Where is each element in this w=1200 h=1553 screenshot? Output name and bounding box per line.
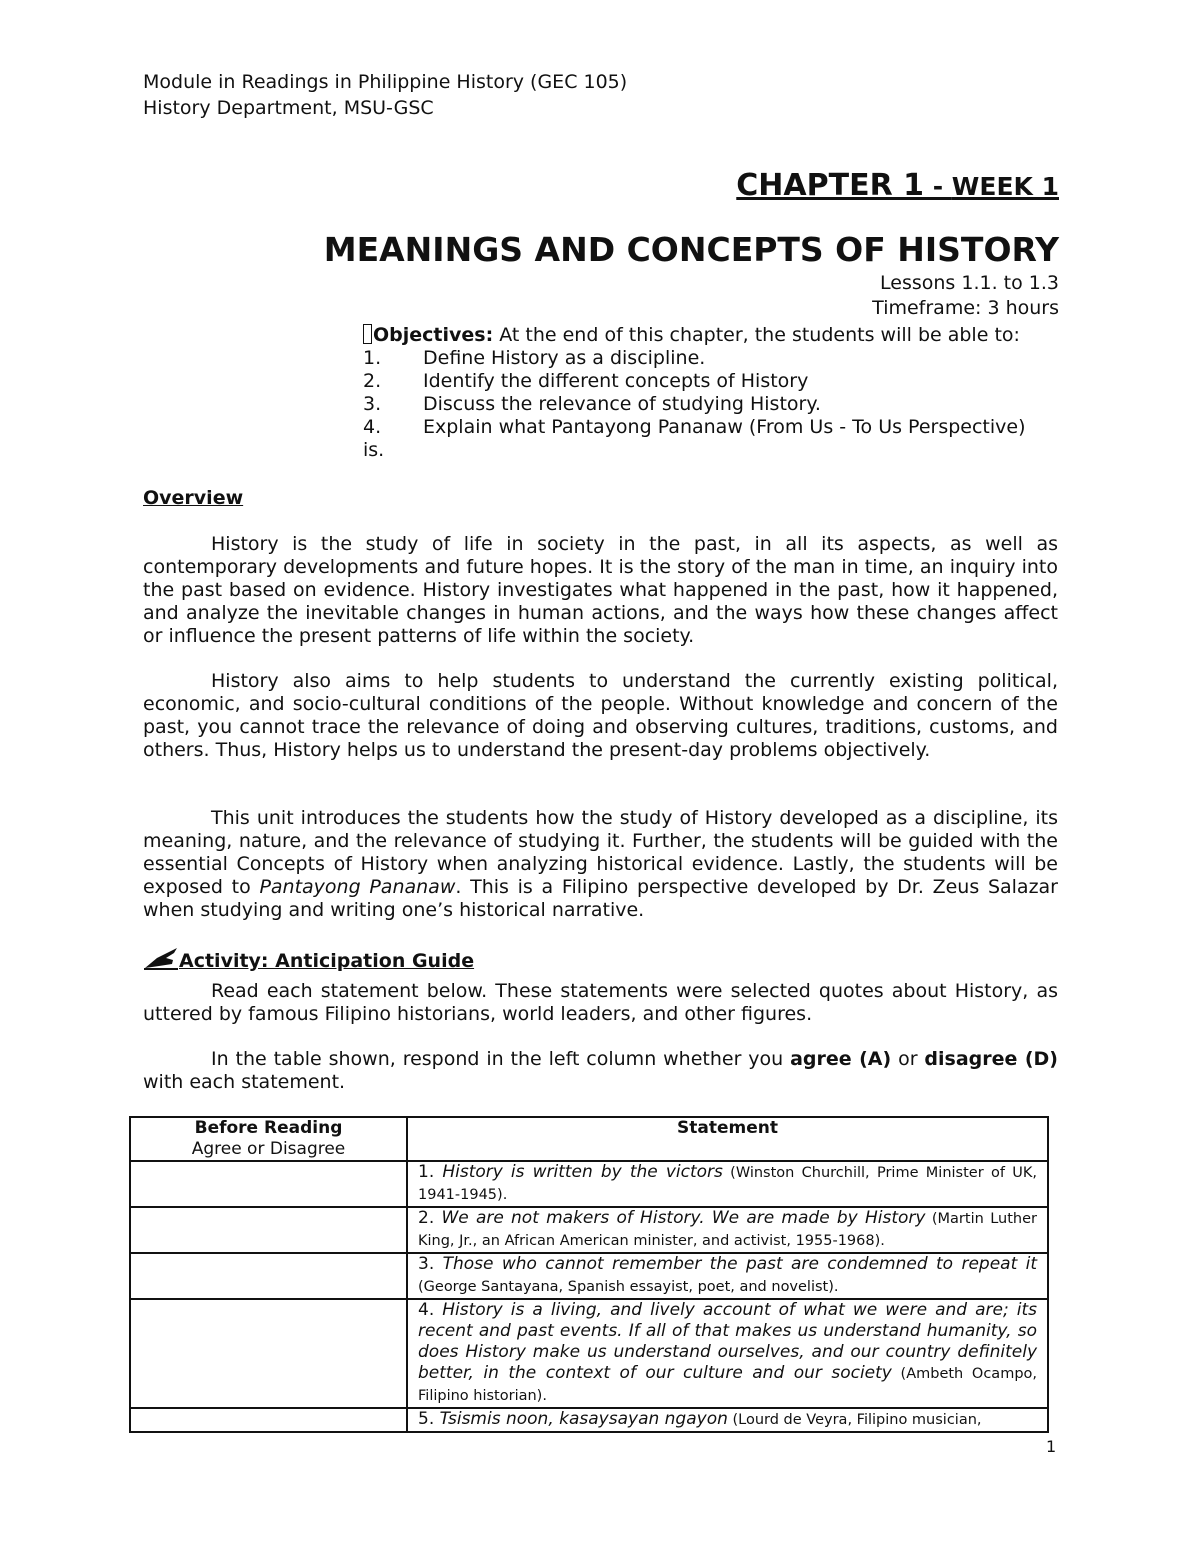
statement-cell: 4. History is a living, and lively account of what we were and are; its recent and past events. If all of that makes us understand humanity, so does History make us understand ourselves, and our country definitely better, in the context of our culture and our society (Ambeth Ocampo, Filipino historian). bbox=[407, 1299, 1048, 1408]
chapter-heading bbox=[736, 168, 1059, 203]
answer-cell[interactable] bbox=[130, 1161, 407, 1207]
header-label: Before Reading bbox=[194, 1118, 343, 1138]
chapter-label: CHAPTER 1 bbox=[736, 168, 924, 203]
paragraph-text: with each statement. bbox=[143, 1071, 346, 1093]
paragraph-text: In the table shown, respond in the left column whether you bbox=[211, 1048, 791, 1070]
objectives-label: Objectives: bbox=[373, 324, 494, 346]
overview-paragraph-3 bbox=[143, 807, 1058, 922]
answer-cell[interactable] bbox=[130, 1253, 407, 1299]
paragraph-text: . This is a Filipino perspective developed by Dr. Zeus Salazar when studying and writing one’s historical narrative. bbox=[143, 876, 1058, 921]
header-sublabel: Agree or Disagree bbox=[191, 1139, 346, 1159]
timeframe: Timeframe: 3 hours bbox=[872, 297, 1059, 319]
statement-cell: 3. Those who cannot remember the past are condemned to repeat it (George Santayana, Spanish essayist, poet, and novelist). bbox=[407, 1253, 1048, 1299]
table-row bbox=[130, 1408, 1048, 1432]
paragraph-text: or bbox=[891, 1048, 925, 1070]
disagree-label: disagree (D) bbox=[924, 1048, 1058, 1070]
list-number: 3. bbox=[363, 393, 382, 415]
checkbox-icon bbox=[363, 324, 372, 344]
column-header-statement: Statement bbox=[407, 1117, 1048, 1161]
objectives-lead bbox=[363, 324, 1063, 347]
writing-hand-icon bbox=[143, 944, 179, 972]
objectives bbox=[363, 324, 1063, 462]
list-item bbox=[363, 370, 1063, 393]
anticipation-guide-table bbox=[129, 1116, 1049, 1433]
table-row bbox=[130, 1207, 1048, 1253]
list-text: Define History as a discipline. bbox=[423, 347, 706, 369]
page-number: 1 bbox=[1046, 1437, 1057, 1456]
module-title: Module in Readings in Philippine History (GEC 105) bbox=[143, 71, 628, 93]
table-row bbox=[130, 1161, 1048, 1207]
paragraph-text: History also aims to help students to understand the currently existing political, economic, and socio-cultural conditions of the people. Without knowledge and concern of the past, you cannot trace the relevance of doing and observing cultures, traditions, customs, and others. Thus, History helps us to understand the present-day problems objectively. bbox=[143, 670, 1058, 761]
overview-paragraph-2 bbox=[143, 670, 1058, 762]
answer-cell[interactable] bbox=[130, 1207, 407, 1253]
list-number: 1. bbox=[363, 347, 382, 369]
statement-cell: 2. We are not makers of History. We are made by History (Martin Luther King, Jr., an African American minister, and activist, 1955-1968). bbox=[407, 1207, 1048, 1253]
page-title: MEANINGS AND CONCEPTS OF HISTORY bbox=[323, 230, 1059, 269]
paragraph-text: Read each statement below. These statements were selected quotes about History, as uttered by famous Filipino historians, world leaders, and other figures. bbox=[143, 980, 1058, 1025]
paragraph-text: This unit introduces the students how the study of History developed as a discipline, its meaning, nature, and the relevance of studying it. Further, the students will be guided with the essential Concepts of History when analyzing historical evidence. Lastly, the students will be exposed to bbox=[143, 807, 1058, 898]
list-text: Identify the different concepts of History bbox=[423, 370, 809, 392]
activity-paragraph-1 bbox=[143, 980, 1058, 1026]
table-header-row bbox=[130, 1117, 1048, 1161]
list-continuation: is. bbox=[363, 439, 385, 461]
activity-paragraph-2 bbox=[143, 1048, 1058, 1094]
objectives-intro: At the end of this chapter, the students will be able to: bbox=[493, 324, 1020, 346]
list-text: Explain what Pantayong Pananaw (From Us - To Us Perspective) bbox=[423, 416, 1026, 438]
list-number: 2. bbox=[363, 370, 382, 392]
emphasis-text: Pantayong Pananaw bbox=[259, 876, 456, 898]
statement-cell: 1. History is written by the victors (Winston Churchill, Prime Minister of UK, 1941-1945). bbox=[407, 1161, 1048, 1207]
overview-paragraph-1 bbox=[143, 533, 1058, 648]
column-header-before-reading bbox=[130, 1117, 407, 1161]
list-number: 4. bbox=[363, 416, 382, 438]
table-row bbox=[130, 1299, 1048, 1408]
lessons: Lessons 1.1. to 1.3 bbox=[880, 272, 1059, 294]
answer-cell[interactable] bbox=[130, 1408, 407, 1432]
answer-cell[interactable] bbox=[130, 1299, 407, 1408]
table-row bbox=[130, 1253, 1048, 1299]
week-label: WEEK 1 bbox=[951, 172, 1059, 201]
list-item bbox=[363, 393, 1063, 416]
activity-title: Activity: Anticipation Guide bbox=[179, 950, 475, 972]
list-text: Discuss the relevance of studying History. bbox=[423, 393, 821, 415]
list-item bbox=[363, 416, 1063, 439]
statement-cell: 5. Tsismis noon, kasaysayan ngayon (Lourd de Veyra, Filipino musician, bbox=[407, 1408, 1048, 1432]
department: History Department, MSU-GSC bbox=[143, 97, 434, 119]
paragraph-text: History is the study of life in society in the past, in all its aspects, as well as contemporary developments and future hopes. It is the story of the man in time, an inquiry into the past based on evidence. History investigates what happened in the past, how it happened, and analyze the inevitable changes in human actions, and the ways how these changes affect or influence the present patterns of life within the society. bbox=[143, 533, 1058, 647]
overview-heading: Overview bbox=[143, 487, 244, 509]
chapter-separator: - bbox=[924, 172, 952, 201]
list-item bbox=[363, 347, 1063, 370]
agree-label: agree (A) bbox=[790, 1048, 892, 1070]
activity-heading bbox=[143, 944, 474, 972]
